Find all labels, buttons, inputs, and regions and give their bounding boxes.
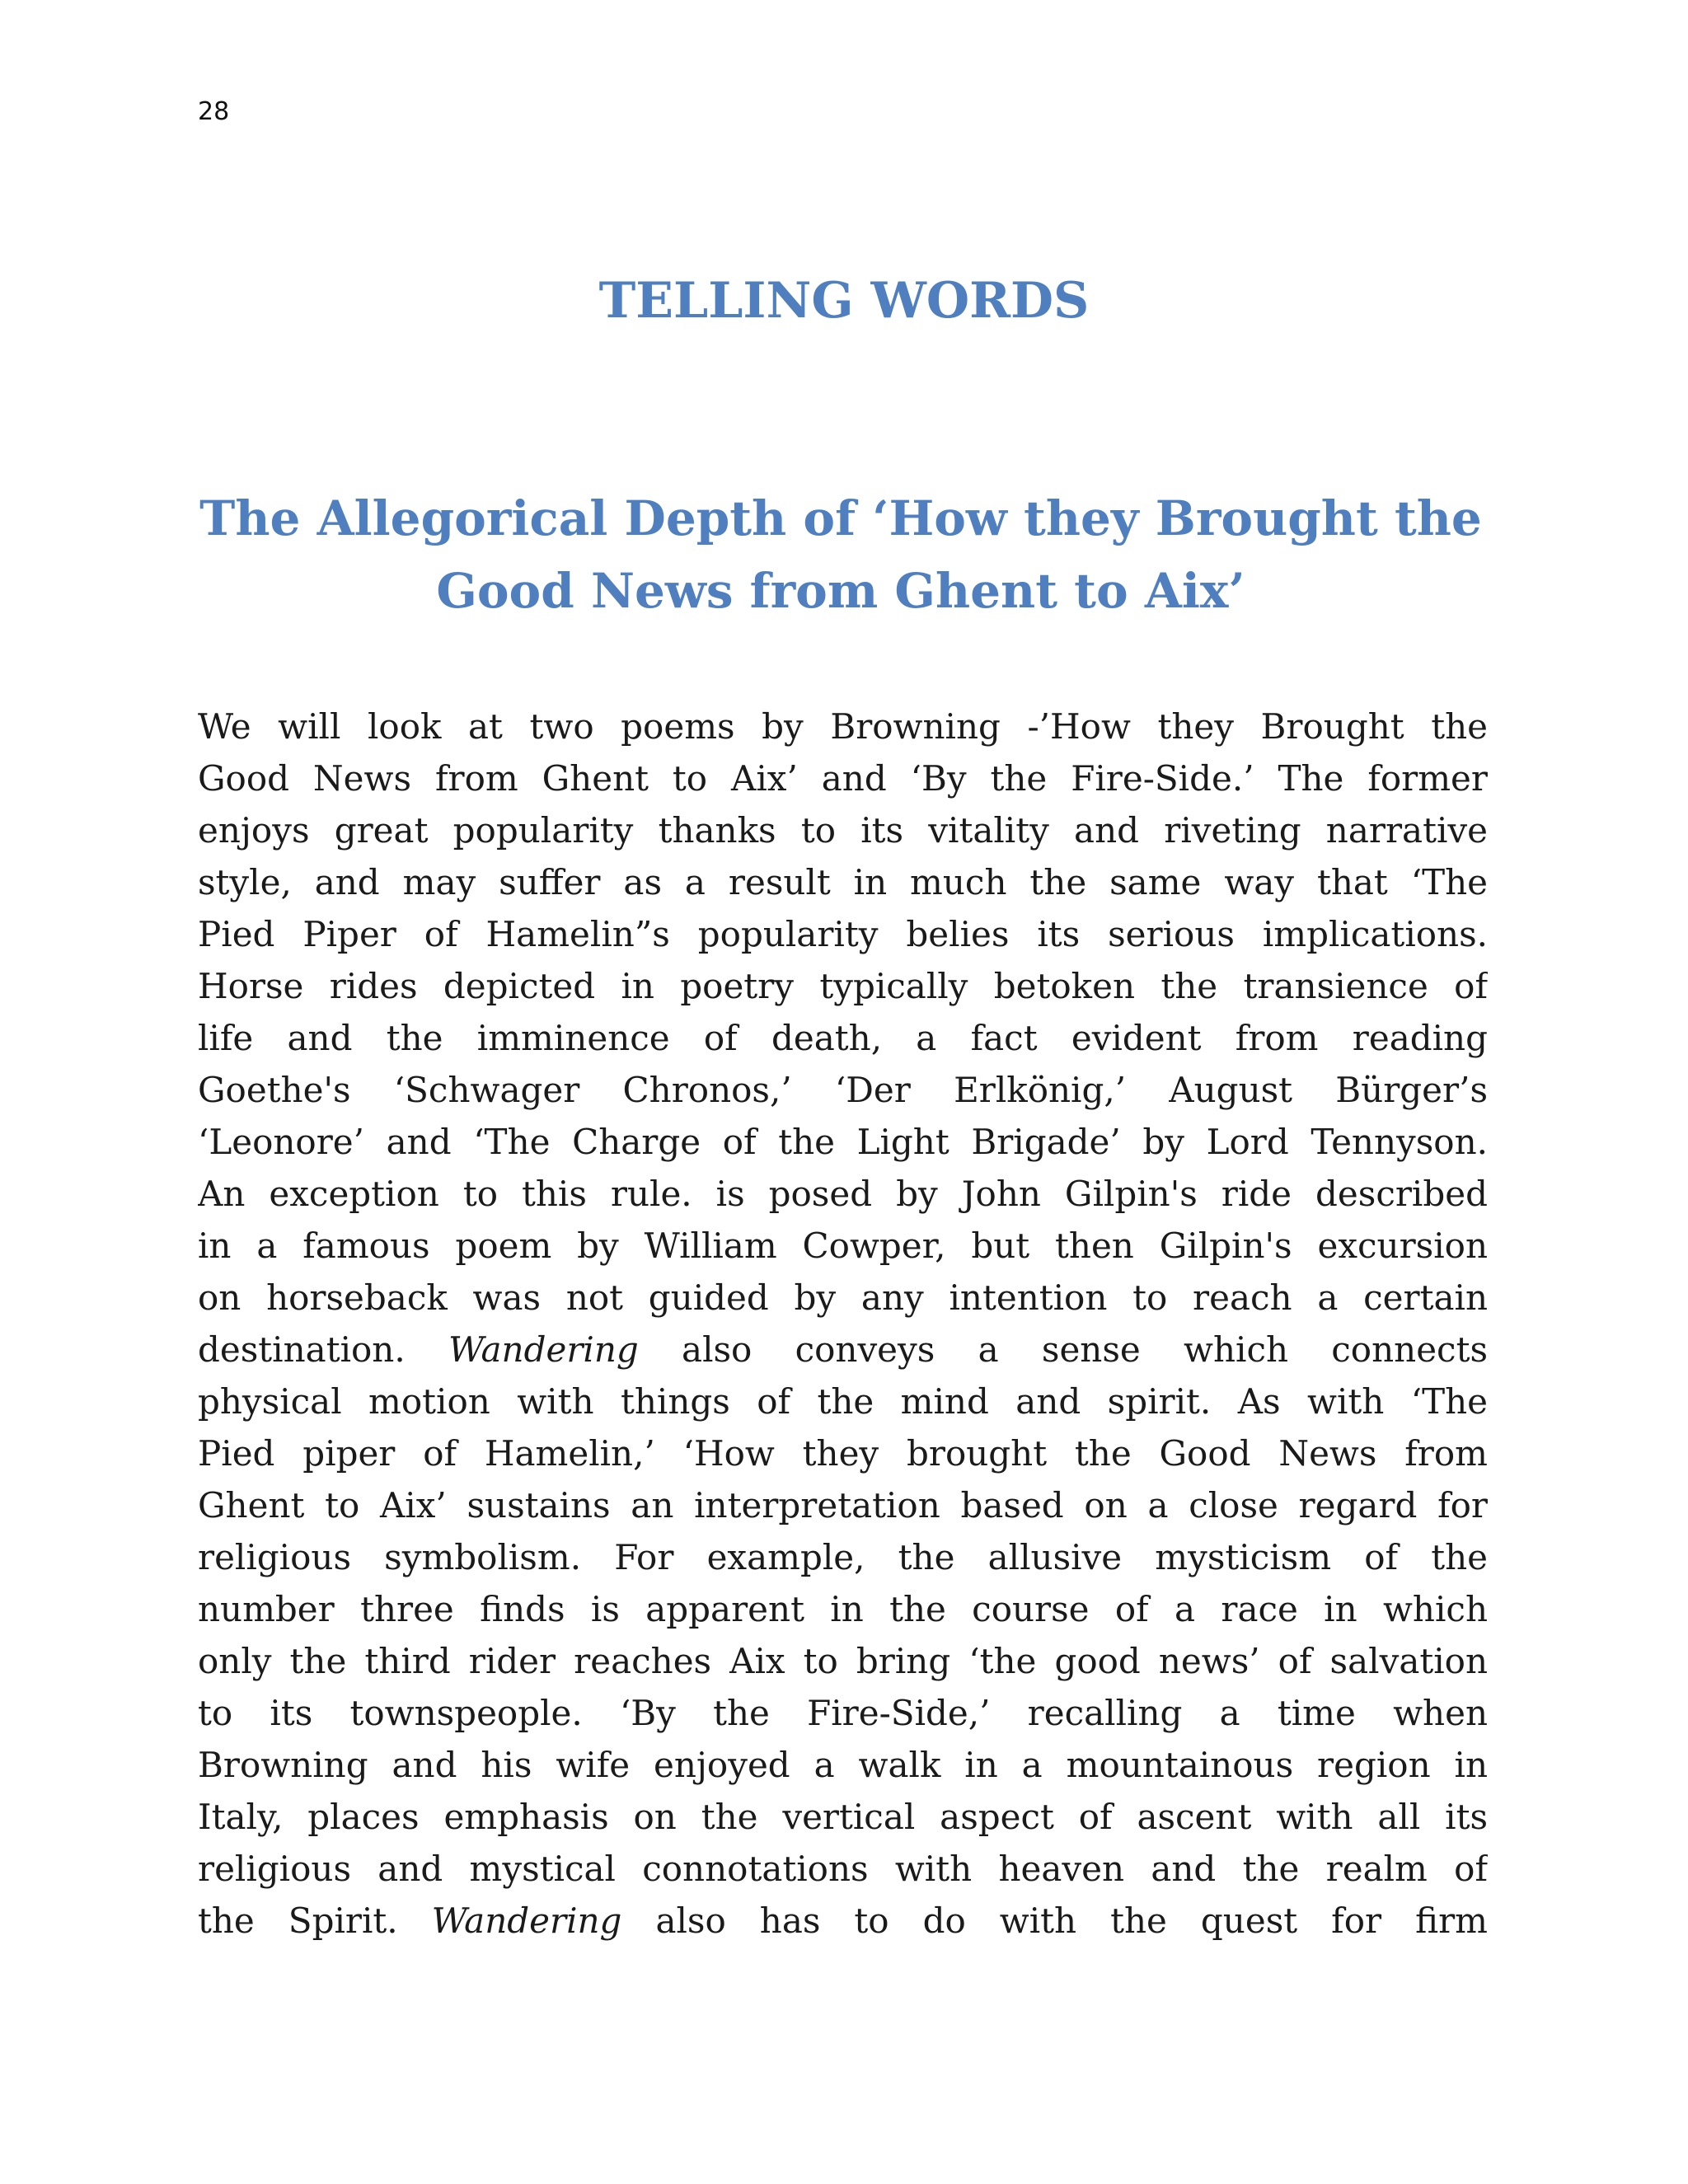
body-line: We will look at two poems by Browning -’How they Brought the (198, 706, 1488, 747)
italic-term: Wandering (431, 1900, 622, 1941)
body-line: Goethe's ‘Schwager Chronos,’ ‘Der Erlkönig,’ August Bürger’s (198, 1070, 1488, 1110)
page-number: 28 (198, 97, 230, 126)
italic-term: Wandering (448, 1329, 639, 1370)
body-line: Pied Piper of Hamelin”s popularity belies its serious implications. (198, 914, 1488, 954)
body-line: only the third rider reaches Aix to bring ‘the good news’ of salvation (198, 1641, 1488, 1681)
chapter-title-line-1: The Allegorical Depth of ‘How they Brought the (199, 490, 1482, 546)
body-text-segment: also conveys a sense which connects (638, 1329, 1488, 1370)
body-line: Good News from Ghent to Aix’ and ‘By the Fire-Side.’ The former (198, 758, 1488, 799)
body-line: life and the imminence of death, a fact evident from reading (198, 1018, 1488, 1058)
body-line: physical motion with things of the mind and spirit. As with ‘The (198, 1381, 1488, 1422)
body-line: number three finds is apparent in the course of a race in which (198, 1589, 1488, 1629)
body-line: Italy, places emphasis on the vertical aspect of ascent with all its (198, 1797, 1488, 1837)
body-line (198, 1895, 1488, 1947)
body-line: An exception to this rule. is posed by John Gilpin's ride described (198, 1174, 1488, 1214)
body-text-segment: also has to do with the quest for firm (621, 1900, 1488, 1941)
body-line: religious and mystical connotations with heaven and the realm of (198, 1849, 1488, 1889)
body-line: Ghent to Aix’ sustains an interpretation based on a close regard for (198, 1485, 1488, 1526)
running-header-title: TELLING WORDS (598, 272, 1090, 330)
body-line: in a famous poem by William Cowper, but then Gilpin's excursion (198, 1226, 1488, 1266)
body-text-segment: destination. (198, 1329, 448, 1370)
body-line (198, 1324, 1488, 1376)
chapter-title (198, 482, 1484, 627)
body-text-segment: the Spirit. (198, 1900, 432, 1941)
chapter-title-line-2: Good News from Ghent to Aix’ (436, 563, 1245, 619)
body-paragraph (198, 701, 1488, 1947)
body-line: to its townspeople. ‘By the Fire-Side,’ recalling a time when (198, 1693, 1488, 1733)
body-line: ‘Leonore’ and ‘The Charge of the Light Brigade’ by Lord Tennyson. (198, 1122, 1488, 1162)
body-line: style, and may suffer as a result in much the same way that ‘The (198, 862, 1488, 902)
body-line: Pied piper of Hamelin,’ ‘How they brought the Good News from (198, 1433, 1488, 1474)
body-line: religious symbolism. For example, the allusive mysticism of the (198, 1537, 1488, 1577)
body-line: on horseback was not guided by any intention to reach a certain (198, 1277, 1488, 1318)
body-line: Horse rides depicted in poetry typically betoken the transience of (198, 966, 1488, 1006)
body-line: Browning and his wife enjoyed a walk in a mountainous region in (198, 1745, 1488, 1785)
body-line: enjoys great popularity thanks to its vitality and riveting narrative (198, 810, 1488, 851)
